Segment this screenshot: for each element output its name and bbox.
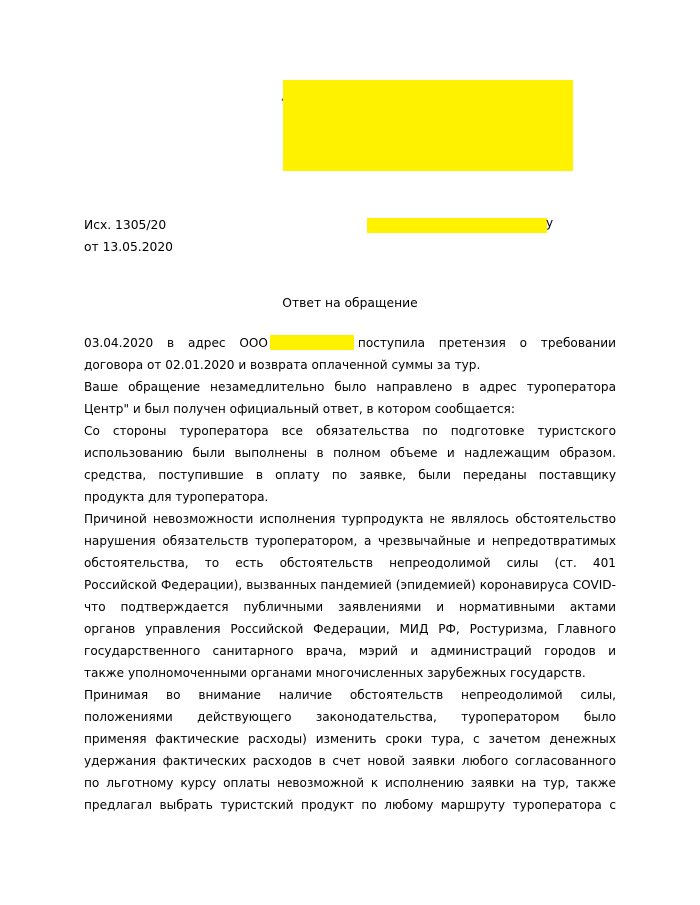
redaction-artifact-mark: ' xyxy=(281,98,284,108)
body-line: также уполномоченными органами многочисленных зарубежных государств. xyxy=(84,666,586,680)
body-line: Центр" и был получен официальный ответ, в котором сообщается: xyxy=(84,402,515,416)
outgoing-date: от 13.05.2020 xyxy=(84,240,174,254)
redacted-company-name xyxy=(270,335,354,350)
body-line: обстоятельства, то есть обстоятельств непреодолимой силы (ст. 401 xyxy=(84,556,616,570)
body-line: Ваше обращение незамедлительно было направлено в адрес туроператора xyxy=(84,380,616,394)
body-line: предлагал выбрать туристский продукт по любому маршруту туроператора с xyxy=(84,798,616,812)
document-title: Ответ на обращение xyxy=(282,296,418,310)
body-line: применяя фактические расходы) изменить сроки тура, с зачетом денежных xyxy=(84,732,616,746)
body-line: нарушения обязательств туроператором, а чрезвычайные и непредотвратимых xyxy=(84,534,616,548)
body-line: органов управления Российской Федерации, МИД РФ, Ростуризма, Главного xyxy=(84,622,616,636)
body-line: средства, поступившие в оплату по заявке, были переданы поставщику xyxy=(84,468,616,482)
redacted-recipient-name xyxy=(367,218,547,233)
outgoing-number: Исх. 1305/20 xyxy=(84,218,167,232)
body-line: Принимая во внимание наличие обстоятельств непреодолимой силы, xyxy=(84,688,616,702)
document-body xyxy=(84,332,616,816)
body-line: использованию были выполнены в полном объеме и надлежащим образом. xyxy=(84,446,616,460)
body-line: договора от 02.01.2020 и возврата оплаченной суммы за тур. xyxy=(84,358,481,372)
body-line: положениями действующего законодательства, туроператором было xyxy=(84,710,616,724)
body-line: продукта для туроператора. xyxy=(84,490,269,504)
body-line: по льготному курсу оплаты невозможной к исполнению заявки на тур, также xyxy=(84,776,616,790)
body-line: Со стороны туроператора все обязательства по подготовке туристского xyxy=(84,424,616,438)
body-line: государственного санитарного врача, мэрий и администраций городов и xyxy=(84,644,616,658)
redacted-addressee-block xyxy=(283,80,573,171)
body-line: удержания фактических расходов в счет новой заявки любого согласованного xyxy=(84,754,616,768)
body-line: что подтверждается публичными заявлениями и нормативными актами xyxy=(84,600,616,614)
body-line: Российской Федерации), вызванных пандемией (эпидемией) коронавируса COVID- xyxy=(84,578,616,592)
body-line: Причиной невозможности исполнения турпродукта не являлось обстоятельство xyxy=(84,512,616,526)
recipient-tail: у xyxy=(546,216,554,230)
body-line: 03.04.2020 в адрес ООО поступила претензия о требовании xyxy=(84,336,616,350)
